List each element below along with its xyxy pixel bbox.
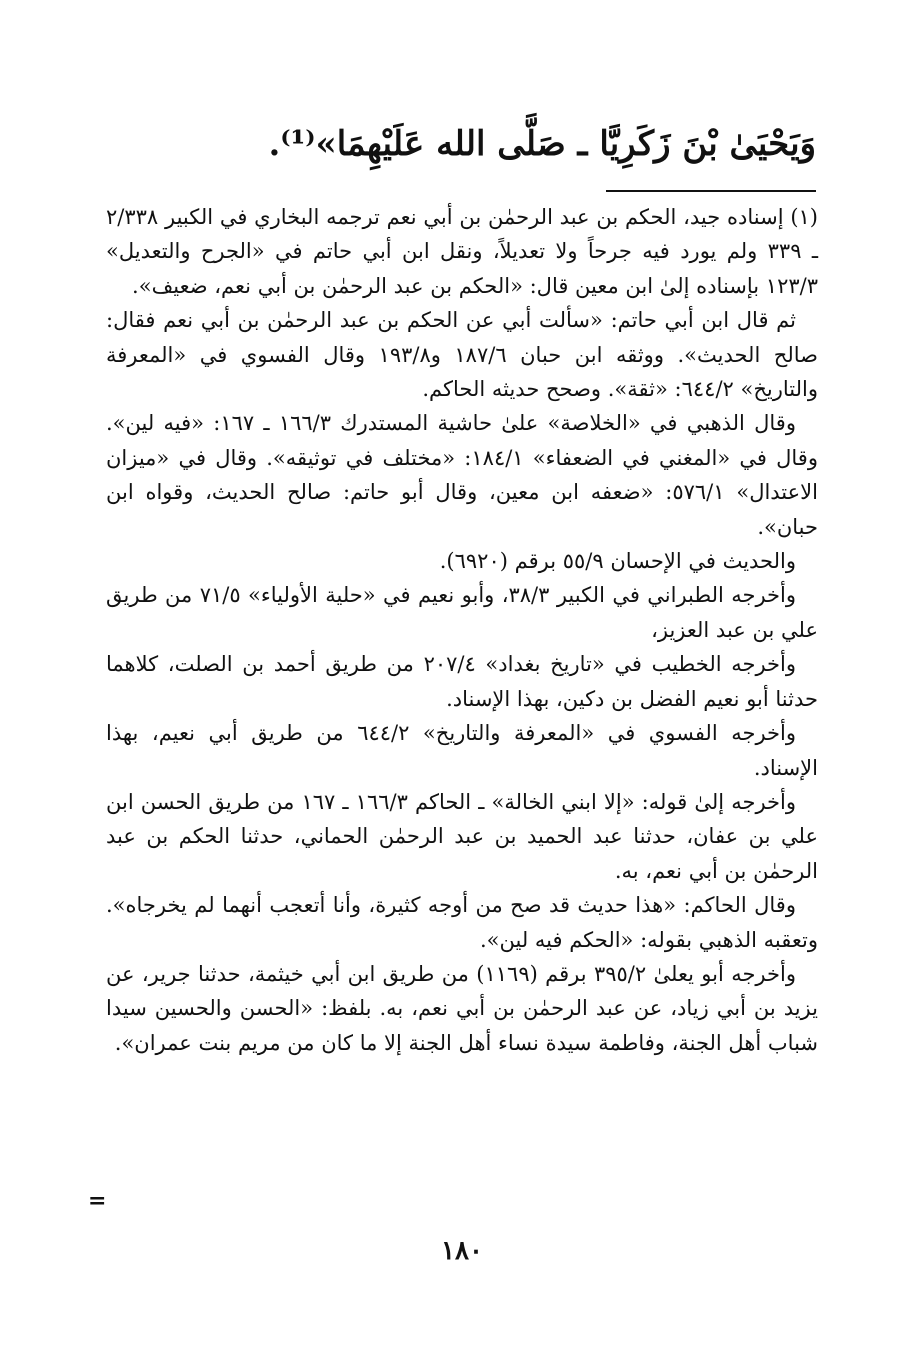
footnote-paragraph: ثم قال ابن أبي حاتم: «سألت أبي عن الحكم بن عبد الرحمٰن بن أبي نعم فقال: صالح الحديث». ووثقه ابن حبان ١٨٧/٦ و١٩٣/٨ وقال الفسوي في «المعرفة والتاريخ» ٦٤٤/٢: «ثقة». وصحح حديثه الحاكم. [106,308,818,402]
footnote-separator [606,190,816,192]
footnote-paragraph: وأخرجه إلىٰ قوله: «إلا ابني الخالة» ـ الحاكم ١٦٦/٣ ـ ١٦٧ من طريق الحسن ابن علي بن عفان، حدثنا عبد الحميد بن عبد الرحمٰن الحماني، حدثنا الحكم بن عبد الرحمٰن بن أبي نعم، به. [106,789,818,883]
footnote-paragraph: وأخرجه الخطيب في «تاريخ بغداد» ٢٠٧/٤ من طريق أحمد بن الصلت، كلاهما حدثنا أبو نعيم الفضل بن دكين، بهذا الإسناد. [106,652,818,711]
continuation-mark: = [88,1188,107,1214]
footnote-paragraph: وقال الحاكم: «هذا حديث قد صح من أوجه كثيرة، وأنا أتعجب أنهما لم يخرجاه». وتعقبه الذهبي بقوله: «الحكم فيه لين». [106,893,818,952]
main-text-line: وَيَحْيَىٰ بْنَ زَكَرِيَّا ـ صَلَّى الله عَلَيْهِمَا»⁽¹⁾. [268,124,816,164]
footnote-paragraph: وقال الذهبي في «الخلاصة» علىٰ حاشية المستدرك ١٦٦/٣ ـ ١٦٧: «فيه لين». وقال في «المغني في الضعفاء» ١٨٤/١: «مختلف في توثيقه». وقال في «ميزان الاعتدال» ٥٧٦/١: «ضعفه ابن معين، وقال أبو حاتم: صالح الحديث، وقواه ابن حبان». [106,411,818,539]
footnote-paragraph: (١) إسناده جيد، الحكم بن عبد الرحمٰن بن أبي نعم ترجمه البخاري في الكبير ٢/٣٣٨ ـ ٣٣٩ ولم يورد فيه جرحاً ولا تعديلاً، ونقل ابن أبي حاتم في «الجرح والتعديل» ١٢٣/٣ بإسناده إلىٰ ابن معين قال: «الحكم بن عبد الرحمٰن بن أبي نعم، ضعيف». [106,205,819,298]
footnote-paragraph: وأخرجه الفسوي في «المعرفة والتاريخ» ٦٤٤/٢ من طريق أبي نعيم، بهذا الإسناد. [106,721,818,780]
footnotes [106,200,818,1060]
footnote-paragraph: وأخرجه الطبراني في الكبير ٣٨/٣، وأبو نعيم في «حلية الأولياء» ٧١/٥ من طريق علي بن عبد العزيز، [106,583,818,642]
page-number: ١٨٠ [441,1236,483,1266]
footnote-paragraph: وأخرجه أبو يعلىٰ ٣٩٥/٢ برقم (١١٦٩) من طريق ابن أبي خيثمة، حدثنا جرير، عن يزيد بن أبي زياد، عن عبد الرحمٰن بن أبي نعم، به. بلفظ: «الحسن والحسين سيدا شباب أهل الجنة، وفاطمة سيدة نساء أهل الجنة إلا ما كان من مريم بنت عمران». [106,961,818,1055]
footnote-paragraph: والحديث في الإحسان ٥٥/٩ برقم (٦٩٢٠). [439,549,796,574]
